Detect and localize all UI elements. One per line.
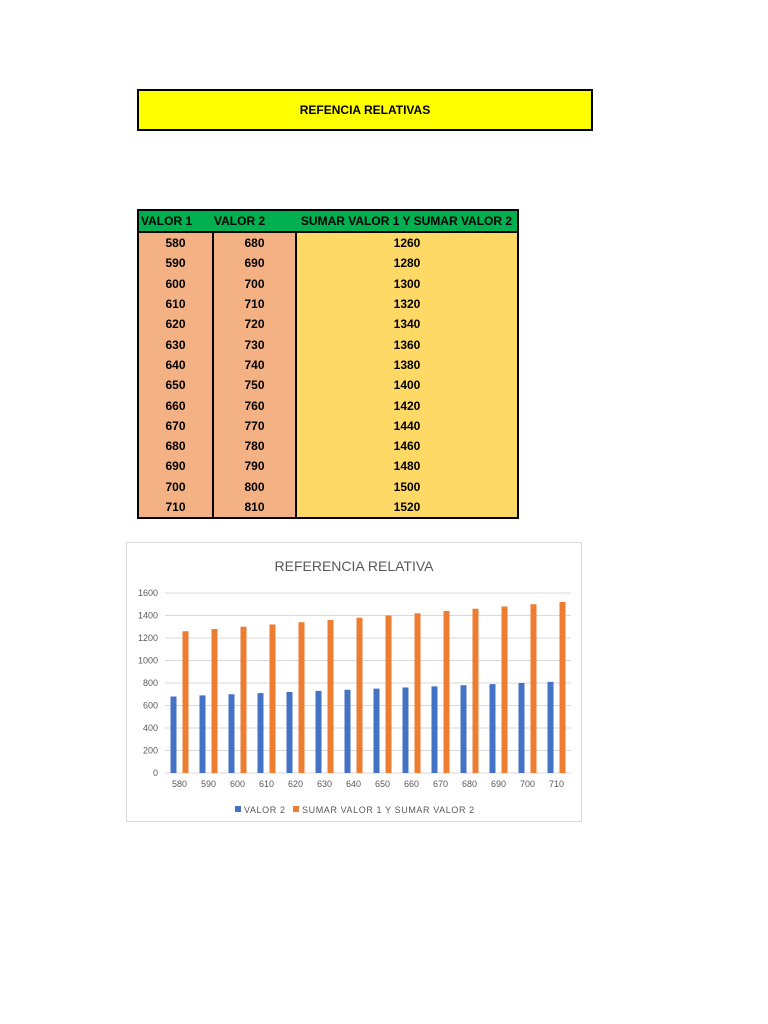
column-header-suma[interactable]: SUMAR VALOR 1 Y SUMAR VALOR 2 bbox=[296, 210, 518, 232]
bar-suma bbox=[415, 613, 421, 773]
table-cell[interactable]: 720 bbox=[213, 314, 296, 334]
table-cell[interactable]: 690 bbox=[138, 456, 213, 476]
x-tick-label: 590 bbox=[200, 779, 217, 789]
bar-suma bbox=[241, 627, 247, 773]
table-cell[interactable]: 1380 bbox=[296, 355, 518, 375]
table-row bbox=[138, 334, 518, 354]
table-row bbox=[138, 497, 518, 518]
table-cell[interactable]: 810 bbox=[213, 497, 296, 518]
bar-suma bbox=[328, 620, 334, 773]
table-row bbox=[138, 456, 518, 476]
table-cell[interactable]: 700 bbox=[213, 274, 296, 294]
bar-suma bbox=[270, 625, 276, 774]
table-cell[interactable]: 630 bbox=[138, 334, 213, 354]
table-cell[interactable]: 800 bbox=[213, 477, 296, 497]
bar-valor2 bbox=[490, 684, 496, 773]
table-cell[interactable]: 650 bbox=[138, 375, 213, 395]
table-cell[interactable]: 1440 bbox=[296, 416, 518, 436]
y-tick-label: 1000 bbox=[137, 655, 158, 666]
table-row bbox=[138, 395, 518, 415]
legend-swatch bbox=[235, 806, 241, 812]
legend-label: VALOR 2 bbox=[244, 805, 286, 815]
y-tick-label: 1600 bbox=[137, 588, 158, 598]
bar-suma bbox=[386, 616, 392, 774]
table-cell[interactable]: 1520 bbox=[296, 497, 518, 518]
bar-suma bbox=[357, 618, 363, 773]
bar-chart bbox=[127, 543, 581, 821]
table-cell[interactable]: 710 bbox=[138, 497, 213, 518]
bar-valor2 bbox=[345, 690, 351, 773]
table-cell[interactable]: 700 bbox=[138, 477, 213, 497]
table-cell[interactable]: 1460 bbox=[296, 436, 518, 456]
table-row bbox=[138, 436, 518, 456]
y-tick-label: 600 bbox=[142, 700, 158, 711]
table-row bbox=[138, 477, 518, 497]
bar-valor2 bbox=[287, 692, 293, 773]
table-cell[interactable]: 670 bbox=[138, 416, 213, 436]
table-cell[interactable]: 1360 bbox=[296, 334, 518, 354]
bar-suma bbox=[502, 607, 508, 774]
bar-valor2 bbox=[548, 682, 554, 773]
bar-valor2 bbox=[316, 691, 322, 773]
bar-suma bbox=[212, 629, 218, 773]
x-tick-label: 640 bbox=[345, 779, 362, 789]
x-tick-label: 700 bbox=[519, 779, 536, 789]
bar-suma bbox=[299, 622, 305, 773]
x-tick-label: 680 bbox=[461, 779, 478, 789]
table-cell[interactable]: 1280 bbox=[296, 253, 518, 273]
column-header-valor1[interactable]: VALOR 1 bbox=[138, 210, 213, 232]
table-cell[interactable]: 1400 bbox=[296, 375, 518, 395]
table-cell[interactable]: 730 bbox=[213, 334, 296, 354]
table-cell[interactable]: 770 bbox=[213, 416, 296, 436]
data-table bbox=[137, 209, 519, 519]
chart-title: REFERENCIA RELATIVA bbox=[274, 558, 434, 574]
bar-suma bbox=[183, 631, 189, 773]
bar-valor2 bbox=[461, 685, 467, 773]
table-cell[interactable]: 1480 bbox=[296, 456, 518, 476]
bar-suma bbox=[473, 609, 479, 773]
bar-suma bbox=[531, 604, 537, 773]
table-cell[interactable]: 680 bbox=[138, 436, 213, 456]
legend-label: SUMAR VALOR 1 Y SUMAR VALOR 2 bbox=[302, 805, 475, 815]
bar-valor2 bbox=[374, 689, 380, 773]
table-cell[interactable]: 790 bbox=[213, 456, 296, 476]
x-tick-label: 580 bbox=[171, 779, 188, 789]
table-row bbox=[138, 314, 518, 334]
x-tick-label: 620 bbox=[287, 779, 304, 789]
bar-valor2 bbox=[432, 686, 438, 773]
table-cell[interactable]: 590 bbox=[138, 253, 213, 273]
y-tick-label: 1400 bbox=[137, 610, 158, 621]
table-cell[interactable]: 1500 bbox=[296, 477, 518, 497]
table-cell[interactable]: 1260 bbox=[296, 232, 518, 253]
chart-container[interactable] bbox=[126, 542, 582, 822]
table-cell[interactable]: 1340 bbox=[296, 314, 518, 334]
table-row bbox=[138, 416, 518, 436]
x-tick-label: 690 bbox=[490, 779, 507, 789]
table-row bbox=[138, 294, 518, 314]
x-tick-label: 600 bbox=[229, 779, 246, 789]
x-tick-label: 670 bbox=[432, 779, 449, 789]
table-cell[interactable]: 740 bbox=[213, 355, 296, 375]
table-row bbox=[138, 232, 518, 253]
y-tick-label: 200 bbox=[142, 745, 158, 756]
table-cell[interactable]: 750 bbox=[213, 375, 296, 395]
table-cell[interactable]: 710 bbox=[213, 294, 296, 314]
sheet-title-text: REFENCIA RELATIVAS bbox=[299, 103, 431, 117]
x-tick-label: 650 bbox=[374, 779, 391, 789]
y-tick-label: 0 bbox=[152, 768, 158, 778]
bar-suma bbox=[560, 602, 566, 773]
bar-valor2 bbox=[171, 697, 177, 774]
y-tick-label: 800 bbox=[142, 678, 158, 688]
x-tick-label: 630 bbox=[316, 779, 333, 789]
y-tick-label: 1200 bbox=[137, 633, 158, 643]
table-row bbox=[138, 375, 518, 395]
table-header-row bbox=[138, 210, 518, 232]
table-cell[interactable]: 780 bbox=[213, 436, 296, 456]
legend-swatch bbox=[293, 806, 299, 812]
x-tick-label: 660 bbox=[403, 779, 420, 789]
table-row bbox=[138, 355, 518, 375]
table-cell[interactable]: 580 bbox=[138, 232, 213, 253]
table-cell[interactable]: 1320 bbox=[296, 294, 518, 314]
table-cell[interactable]: 620 bbox=[138, 314, 213, 334]
bar-valor2 bbox=[403, 688, 409, 774]
table-cell[interactable]: 640 bbox=[138, 355, 213, 375]
bar-valor2 bbox=[258, 693, 264, 773]
x-tick-label: 710 bbox=[548, 779, 565, 789]
bar-valor2 bbox=[229, 694, 235, 773]
table-cell[interactable]: 660 bbox=[138, 395, 213, 415]
table-cell[interactable]: 1300 bbox=[296, 274, 518, 294]
sheet-title bbox=[137, 89, 593, 131]
table-body bbox=[138, 232, 518, 518]
bar-valor2 bbox=[200, 695, 206, 773]
table-row bbox=[138, 253, 518, 273]
table-cell[interactable]: 610 bbox=[138, 294, 213, 314]
bar-valor2 bbox=[519, 683, 525, 773]
table-row bbox=[138, 274, 518, 294]
table-cell[interactable]: 680 bbox=[213, 232, 296, 253]
table-cell[interactable]: 760 bbox=[213, 395, 296, 415]
y-tick-label: 400 bbox=[142, 723, 158, 733]
x-tick-label: 610 bbox=[258, 779, 275, 789]
column-header-valor2[interactable]: VALOR 2 bbox=[213, 210, 296, 232]
table-cell[interactable]: 690 bbox=[213, 253, 296, 273]
table-cell[interactable]: 600 bbox=[138, 274, 213, 294]
bar-suma bbox=[444, 611, 450, 773]
table-cell[interactable]: 1420 bbox=[296, 395, 518, 415]
